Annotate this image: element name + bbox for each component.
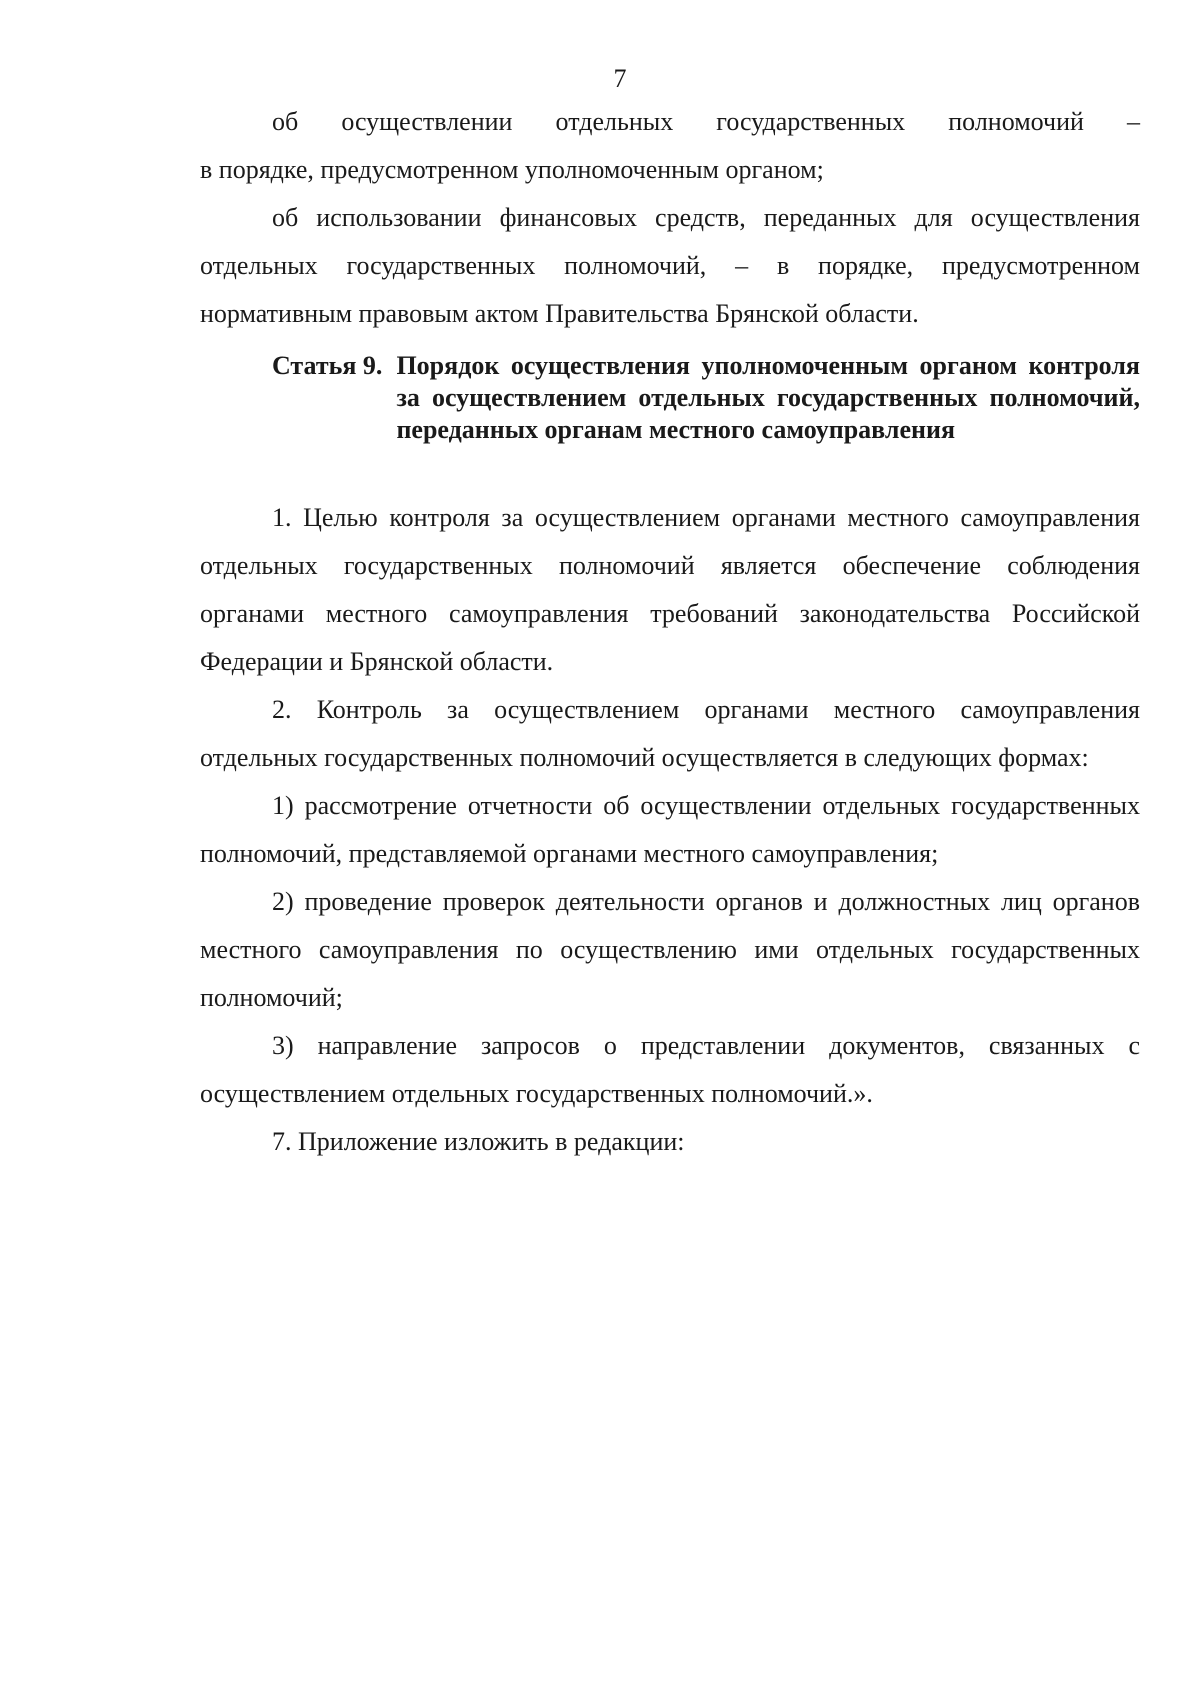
list-item-1: 1) рассмотрение отчетности об осуществлении отдельных государственных полномочий, представляемой органами местного самоуправления; — [200, 791, 1140, 868]
article-heading — [272, 350, 1140, 446]
article-body — [200, 494, 1140, 1166]
article-title: Порядок осуществления уполномоченным органом контроля за осуществлением отдельных государственных полномочий, переданных органам местного самоуправления — [396, 351, 1140, 444]
intro-section — [200, 98, 1140, 338]
intro-paragraph-2: об использовании финансовых средств, переданных для осуществления отдельных государственных полномочий, – в порядке, предусмотренном нормативным правовым актом Правительства Брянской области. — [200, 203, 1140, 328]
intro-paragraph-1-line-1: об осуществлении отдельных государственных полномочий – — [272, 107, 1140, 136]
intro-paragraph-1-line-2: в порядке, предусмотренном уполномоченным органом; — [200, 155, 824, 184]
body-paragraph-7: 7. Приложение изложить в редакции: — [272, 1127, 685, 1156]
list-item-3: 3) направление запросов о представлении документов, связанных с осуществлением отдельных государственных полномочий.». — [200, 1031, 1140, 1108]
page-number: 7 — [613, 64, 627, 93]
list-item-2: 2) проведение проверок деятельности органов и должностных лиц органов местного самоуправления по осуществлению ими отдельных государственных полномочий; — [200, 887, 1140, 1012]
body-paragraph-1: 1. Целью контроля за осуществлением органами местного самоуправления отдельных государственных полномочий является обеспечение соблюдения органами местного самоуправления требований законодательства Российской Федерации и Брянской области. — [200, 503, 1140, 676]
article-label: Статья 9. — [272, 351, 383, 380]
body-paragraph-2: 2. Контроль за осуществлением органами местного самоуправления отдельных государственных полномочий осуществляется в следующих формах: — [200, 695, 1140, 772]
